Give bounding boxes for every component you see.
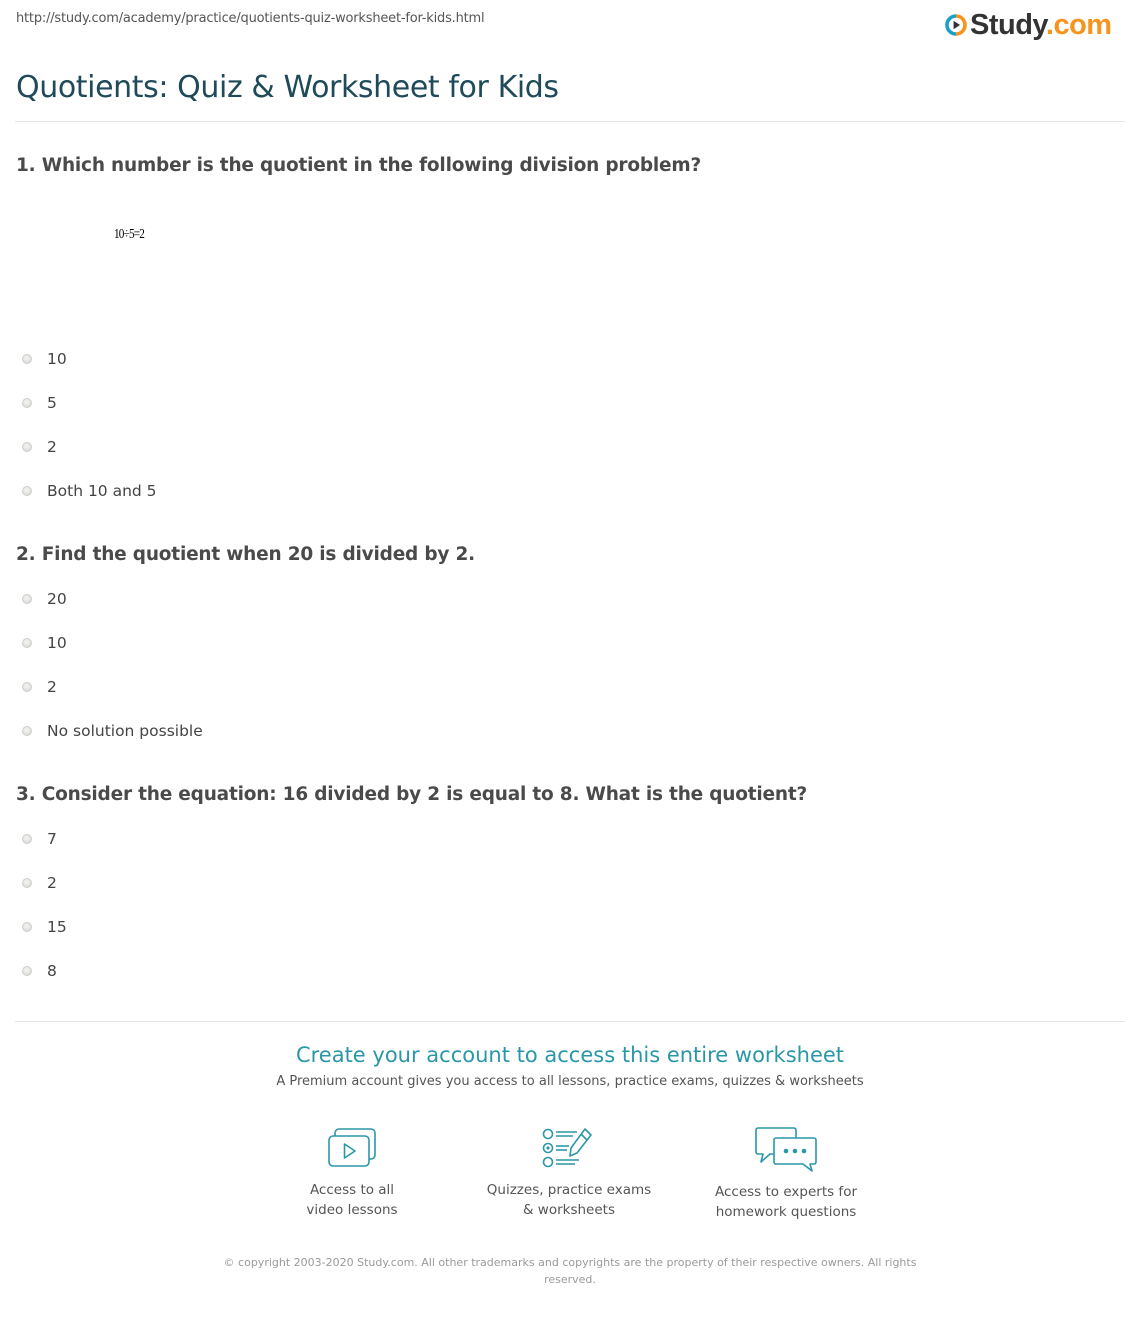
study-logo[interactable]: [945, 9, 1112, 41]
radio-button[interactable]: [22, 726, 32, 736]
q3-option-4[interactable]: [22, 961, 57, 981]
option-label: 15: [47, 918, 67, 936]
option-label: 10: [47, 634, 67, 652]
feature-label: Access to experts for homework questions: [714, 1184, 857, 1220]
q3-option-1[interactable]: [22, 829, 57, 849]
feature-quizzes: [459, 1126, 679, 1220]
q1-option-4[interactable]: [22, 481, 157, 501]
option-label: 20: [47, 590, 67, 608]
q2-option-1[interactable]: [22, 589, 67, 609]
question-1: 1. Which number is the quotient in the following division problem?: [16, 155, 701, 176]
option-label: 2: [47, 874, 57, 892]
question-2: 2. Find the quotient when 20 is divided by 2.: [16, 544, 475, 565]
feature-experts: [676, 1126, 896, 1222]
q1-option-3[interactable]: [22, 437, 57, 457]
create-account-link[interactable]: Create your account to access this entire worksheet: [295, 1043, 845, 1067]
page-url: http://study.com/academy/practice/quotients-quiz-worksheet-for-kids.html: [16, 11, 485, 26]
radio-button[interactable]: [22, 878, 32, 888]
radio-button[interactable]: [22, 354, 32, 364]
radio-button[interactable]: [22, 966, 32, 976]
radio-button[interactable]: [22, 682, 32, 692]
q2-option-2[interactable]: [22, 633, 67, 653]
option-label: 2: [47, 438, 57, 456]
option-label: 5: [47, 394, 57, 412]
radio-button[interactable]: [22, 398, 32, 408]
radio-button[interactable]: [22, 922, 32, 932]
radio-button[interactable]: [22, 486, 32, 496]
option-label: 8: [47, 962, 57, 980]
q2-option-4[interactable]: [22, 721, 203, 741]
q1-option-1[interactable]: [22, 349, 67, 369]
copyright-footer: © copyright 2003-2020 Study.com. All other trademarks and copyrights are the property of their respective owners. All rights reserved.: [223, 1256, 917, 1286]
video-lessons-icon: [326, 1126, 378, 1170]
q1-option-2[interactable]: [22, 393, 57, 413]
q3-option-2[interactable]: [22, 873, 57, 893]
option-label: 2: [47, 678, 57, 696]
title-divider: [15, 121, 1125, 122]
q2-option-3[interactable]: [22, 677, 57, 697]
play-circle-icon: [945, 14, 967, 36]
chat-bubbles-icon: [754, 1126, 818, 1172]
page-title: Quotients: Quiz & Worksheet for Kids: [16, 70, 559, 105]
cta-subtitle: A Premium account gives you access to all lessons, practice exams, quizzes & worksheets: [276, 1074, 864, 1089]
quiz-checklist-icon: [541, 1126, 597, 1170]
radio-button[interactable]: [22, 594, 32, 604]
q3-option-3[interactable]: [22, 917, 67, 937]
feature-video-lessons: [242, 1126, 462, 1220]
option-label: 10: [47, 350, 67, 368]
question-1-equation-image: 10÷5=2: [114, 227, 145, 242]
question-3: 3. Consider the equation: 16 divided by 2 is equal to 8. What is the quotient?: [16, 784, 808, 805]
radio-button[interactable]: [22, 834, 32, 844]
feature-label: Quizzes, practice exams & worksheets: [486, 1182, 652, 1218]
option-label: Both 10 and 5: [47, 482, 157, 500]
radio-button[interactable]: [22, 638, 32, 648]
feature-label: Access to all video lessons: [306, 1182, 398, 1218]
logo-wordmark: Study.com: [970, 8, 1112, 41]
option-label: 7: [47, 830, 57, 848]
section-divider: [15, 1021, 1125, 1022]
radio-button[interactable]: [22, 442, 32, 452]
option-label: No solution possible: [47, 722, 203, 740]
